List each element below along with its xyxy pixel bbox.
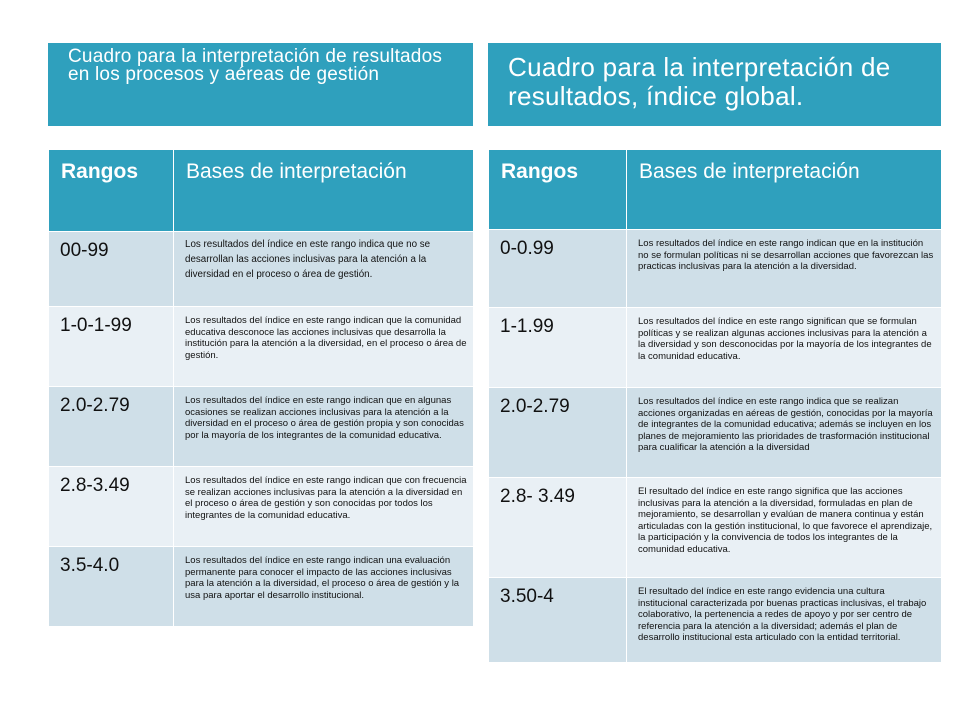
range-cell: 0-0.99 xyxy=(489,230,627,308)
description-cell: Los resultados del índice en este rango indica que no se desarrollan las acciones inclusivas para la atención a la diversidad en el proceso o área de gestión. xyxy=(174,232,474,307)
range-cell: 2.0-2.79 xyxy=(489,388,627,478)
range-cell: 1-0-1-99 xyxy=(49,307,174,387)
right-table-header-row xyxy=(489,150,942,230)
range-cell: 3.5-4.0 xyxy=(49,547,174,627)
range-cell: 2.8-3.49 xyxy=(49,467,174,547)
table-row xyxy=(489,478,942,578)
description-cell: El resultado del índice en este rango evidencia una cultura institucional caracterizada por buenas practicas inclusivas, el trabajo colaborativo, la pertenencia a redes de apoyo y por ser centro de referencia para la atención a la diversidad; además el plan de desarrollo institucional esta articulado con la entidad territorial. xyxy=(627,578,942,663)
description-cell: Los resultados del índice en este rango indican que la comunidad educativa desconoce las acciones inclusivas que desarrolla la institución para la atención a la diversidad, en el proceso o área de gestión. xyxy=(174,307,474,387)
range-cell: 1-1.99 xyxy=(489,308,627,388)
range-cell: 2.0-2.79 xyxy=(49,387,174,467)
table-row xyxy=(489,388,942,478)
table-row xyxy=(489,308,942,388)
left-interpretation-table xyxy=(48,149,474,627)
range-cell: 2.8- 3.49 xyxy=(489,478,627,578)
table-row xyxy=(489,578,942,663)
right-header-bases: Bases de interpretación xyxy=(627,150,942,230)
range-cell: 3.50-4 xyxy=(489,578,627,663)
left-header-rangos: Rangos xyxy=(49,150,174,232)
right-interpretation-table xyxy=(488,149,942,663)
right-header-rangos: Rangos xyxy=(489,150,627,230)
table-row xyxy=(49,387,474,467)
description-cell: Los resultados del índice en este rango indican que en algunas ocasiones se realizan acciones inclusivas para la atención a la diversidad en el proceso o área de gestión propia y son conocidas por la mayoría de los integrantes de la comunidad educativa. xyxy=(174,387,474,467)
right-table-title: Cuadro para la interpretación de resultados, índice global. xyxy=(488,43,941,126)
description-cell: Los resultados del índice en este rango indican que con frecuencia se realizan acciones inclusivas para la atención a la diversidad en el proceso o área de gestión y son conocidas por todos los integrantes de la comunidad educativa. xyxy=(174,467,474,547)
table-row xyxy=(49,467,474,547)
description-cell: Los resultados del índice en este rango indica que se realizan acciones organizadas en aéreas de gestión, conocidas por la mayoría de integrantes de la comunidad educativa; además se incluyen en los planes de mejoramiento las prioridades de trasformación institucional para cualificar la atención a la diversidad xyxy=(627,388,942,478)
range-cell: 00-99 xyxy=(49,232,174,307)
description-cell: El resultado del índice en este rango significa que las acciones inclusivas para la atención a la diversidad, formuladas en plan de mejoramiento, se desarrollan y evalúan de manera continua y están articuladas con la gestión institucional, lo que favorece el aprendizaje, la participación y la convivencia de todos los integrantes de la comunidad educativa. xyxy=(627,478,942,578)
table-row xyxy=(49,547,474,627)
description-cell: Los resultados del índice en este rango indican una evaluación permanente para conocer el impacto de las acciones inclusivas para la atención a la diversidad, el proceso o área de gestión y la usa para aportar el desarrollo institucional. xyxy=(174,547,474,627)
left-header-bases: Bases de interpretación xyxy=(174,150,474,232)
table-row xyxy=(489,230,942,308)
table-row xyxy=(49,307,474,387)
left-table-title: Cuadro para la interpretación de resultados en los procesos y aéreas de gestión xyxy=(48,43,473,126)
description-cell: Los resultados del índice en este rango indican que en la institución no se formulan políticas ni se desarrollan acciones que favorezcan las practicas inclusivas para la atención a la diversidad. xyxy=(627,230,942,308)
description-cell: Los resultados del índice en este rango significan que se formulan políticas y se realizan algunas acciones inclusivas para la atención a la diversidad y son desconocidas por la mayoría de los integrantes de la comunidad educativa. xyxy=(627,308,942,388)
left-table-header-row xyxy=(49,150,474,232)
table-row xyxy=(49,232,474,307)
